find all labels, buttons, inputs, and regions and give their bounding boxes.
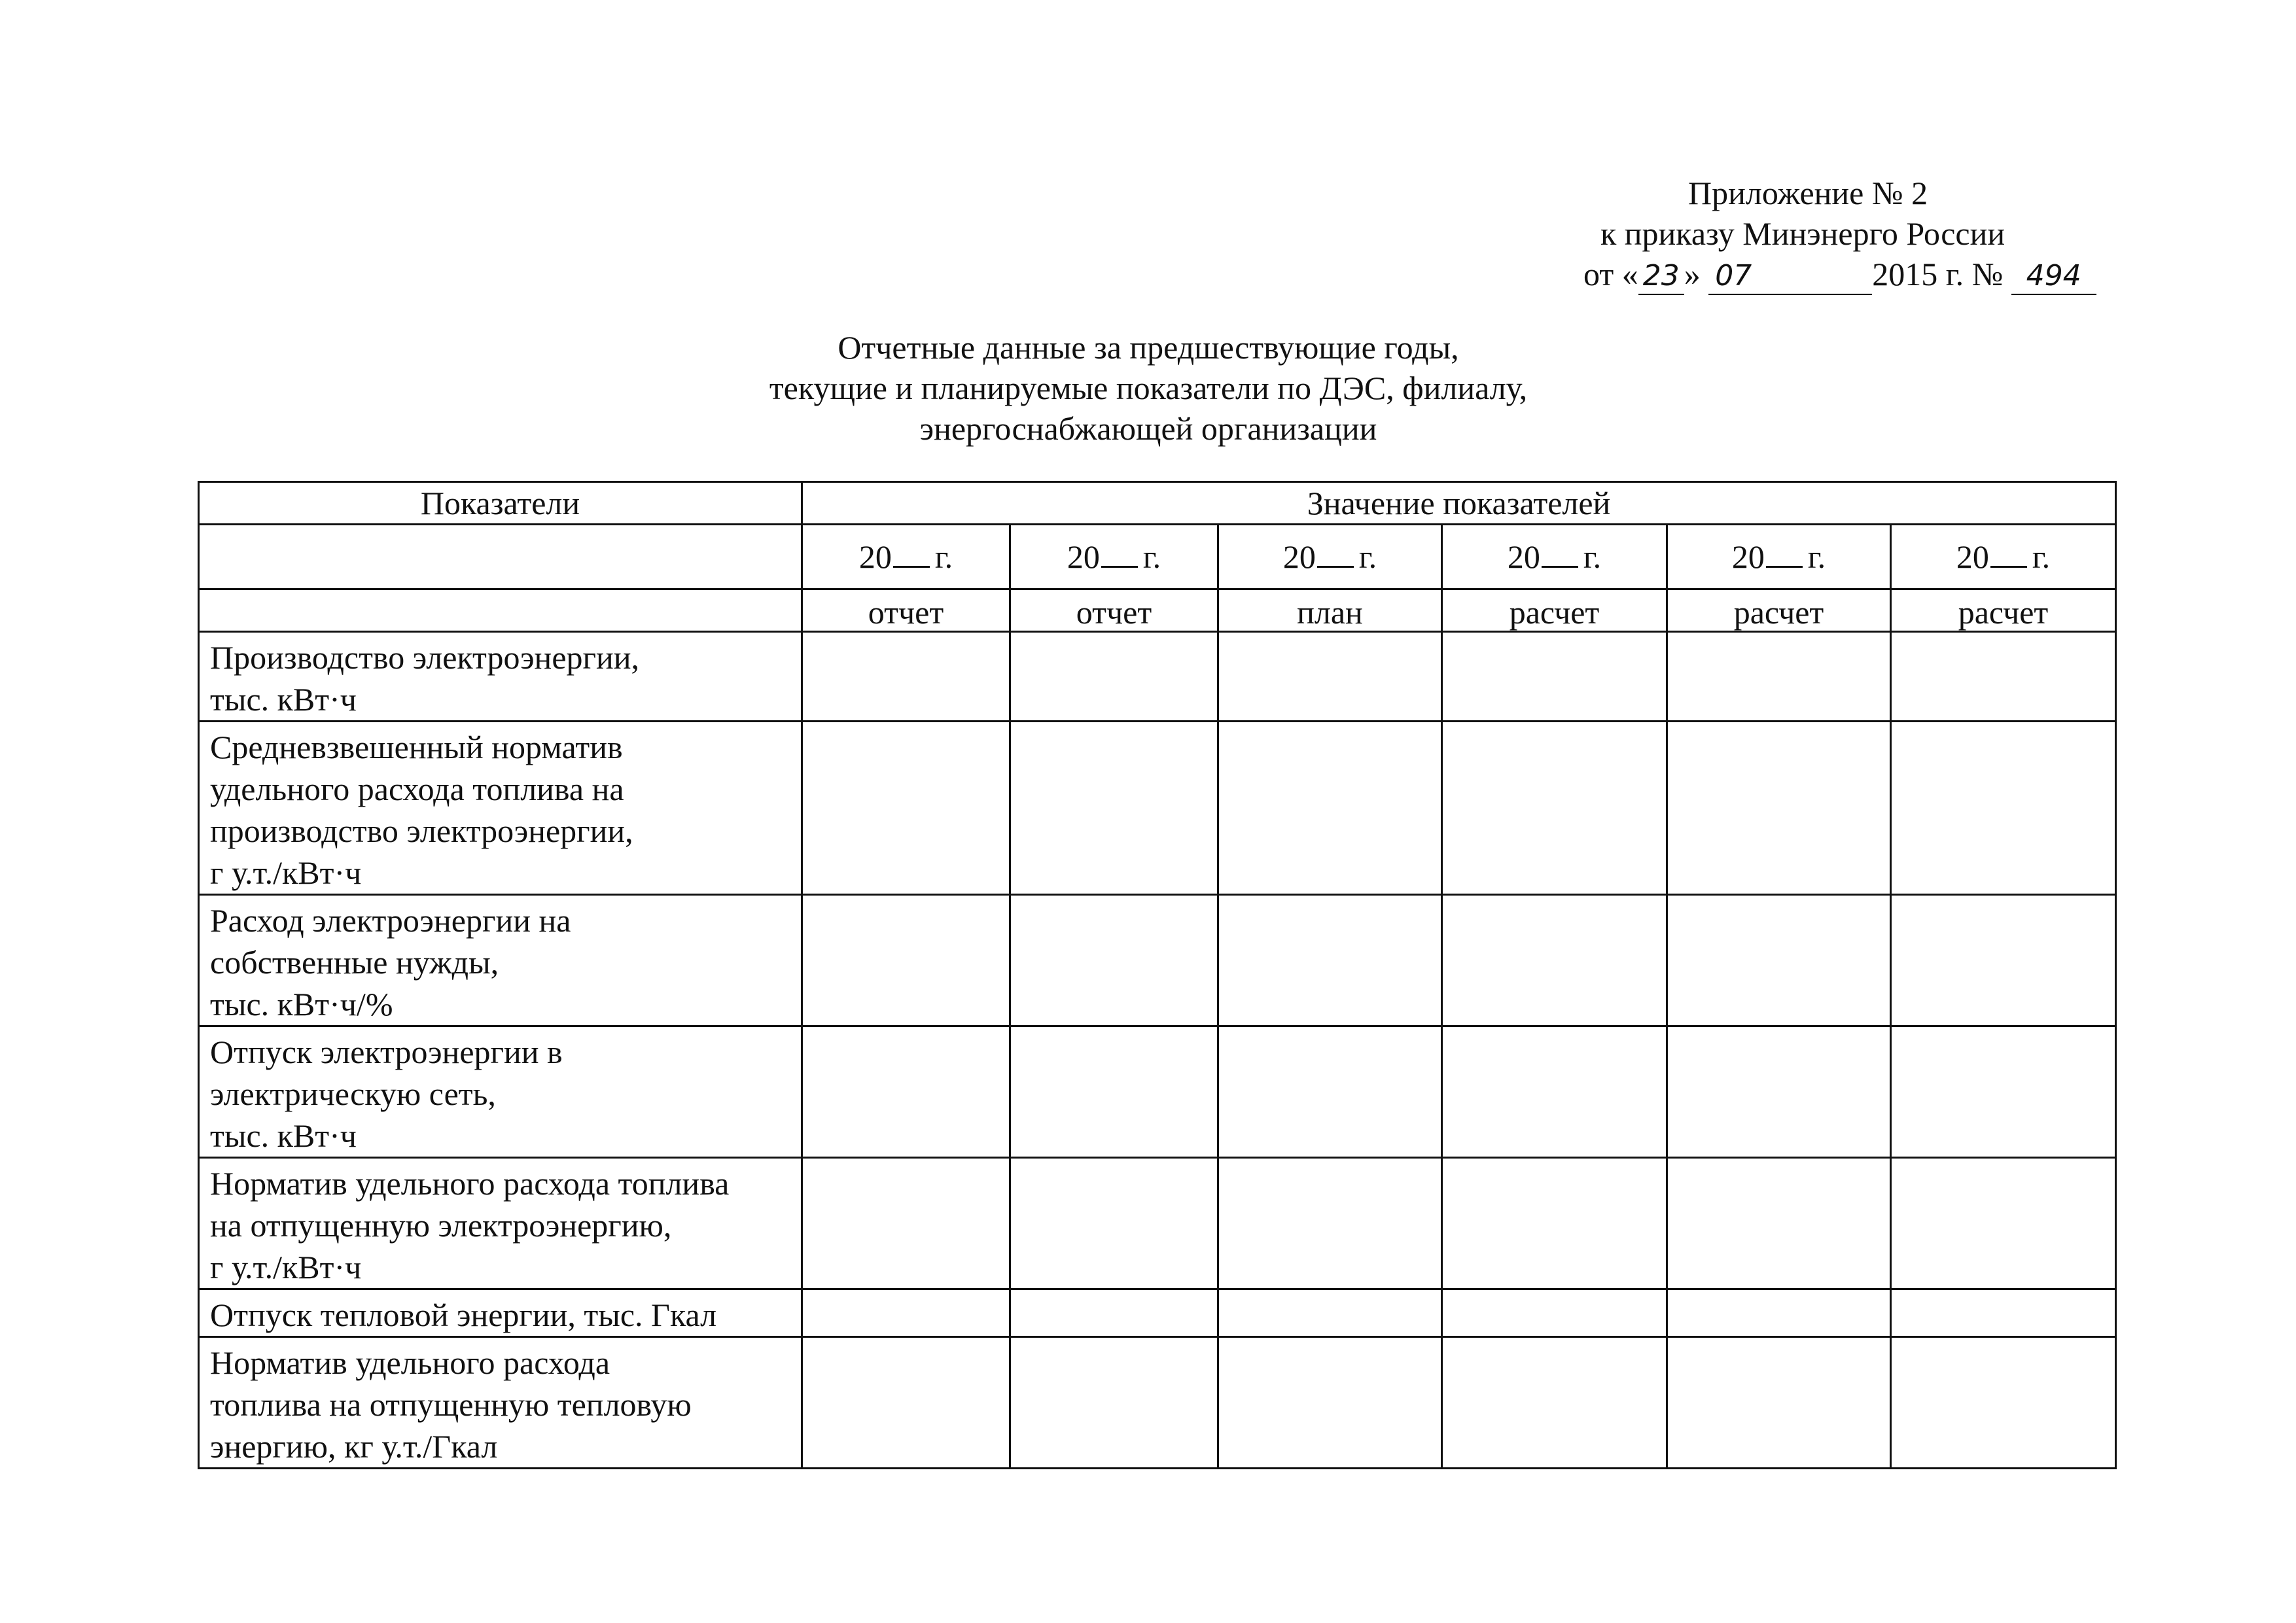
value-cell[interactable] [1010, 1026, 1218, 1158]
date-prefix: от « [1583, 256, 1638, 292]
value-cell[interactable] [802, 632, 1010, 722]
indicator-label [199, 1158, 802, 1289]
value-cell[interactable] [1218, 1337, 1442, 1469]
table-row [199, 632, 2116, 722]
table-row [199, 1289, 2116, 1337]
period-kind-cell: отчет [1010, 589, 1218, 632]
year-cell [1218, 525, 1442, 589]
year-cell [1891, 525, 2116, 589]
indicator-label-line: собственные нужды, [210, 944, 499, 981]
value-cell[interactable] [1667, 1337, 1891, 1469]
appendix-order-ref: к приказу Минэнерго России [1600, 215, 2005, 252]
value-cell[interactable] [802, 1158, 1010, 1289]
value-cell[interactable] [1010, 722, 1218, 895]
value-cell[interactable] [1667, 632, 1891, 722]
period-kind-cell: отчет [802, 589, 1010, 632]
year-prefix: 20 [1067, 538, 1100, 575]
value-cell[interactable] [1218, 1289, 1442, 1337]
value-cell[interactable] [1010, 1158, 1218, 1289]
value-cell[interactable] [1667, 1158, 1891, 1289]
table-row [199, 722, 2116, 895]
indicator-label-line: Норматив удельного расхода топлива [210, 1165, 730, 1202]
period-kind-cell: план [1218, 589, 1442, 632]
value-cell[interactable] [1218, 895, 1442, 1026]
year-prefix: 20 [1282, 538, 1316, 575]
year-blank-underline [1542, 540, 1578, 568]
value-cell[interactable] [1218, 1158, 1442, 1289]
kind-row-empty-cell [199, 589, 802, 632]
period-kind-cell: расчет [1891, 589, 2116, 632]
indicator-label-line: г у.т./кВт·ч [210, 1249, 362, 1285]
indicator-label [199, 632, 802, 722]
value-cell[interactable] [1442, 1289, 1667, 1337]
year-label [1956, 538, 2050, 576]
indicator-label-line: на отпущенную электроэнергию, [210, 1207, 672, 1244]
value-cell[interactable] [1218, 632, 1442, 722]
indicator-label-line: г у.т./кВт·ч [210, 854, 362, 891]
table-kind-row [199, 589, 2116, 632]
indicator-label-line: топлива на отпущенную тепловую [210, 1386, 692, 1423]
title-line-3: энергоснабжающей организации [919, 410, 1377, 447]
period-kind-cell: расчет [1667, 589, 1891, 632]
handwritten-day: 23 [1638, 258, 1684, 295]
value-cell[interactable] [1891, 1026, 2116, 1158]
year-blank-underline [1990, 540, 2027, 568]
value-cell[interactable] [1442, 632, 1667, 722]
header-values: Значение показателей [802, 482, 2116, 525]
year-suffix: г. [1807, 538, 1826, 575]
indicator-label [199, 895, 802, 1026]
value-cell[interactable] [802, 722, 1010, 895]
indicator-label [199, 1289, 802, 1337]
value-cell[interactable] [1891, 1289, 2116, 1337]
indicator-label-line: электрическую сеть, [210, 1075, 496, 1112]
value-cell[interactable] [1891, 722, 2116, 895]
value-cell[interactable] [1667, 1289, 1891, 1337]
indicator-label-line: энергию, кг у.т./Гкал [210, 1428, 498, 1465]
value-cell[interactable] [1010, 632, 1218, 722]
value-cell[interactable] [1442, 722, 1667, 895]
appendix-date-line [1583, 253, 2096, 296]
table-header-row [199, 482, 2116, 525]
value-cell[interactable] [802, 895, 1010, 1026]
table-row [199, 1158, 2116, 1289]
date-year: 2015 г. № [1872, 256, 2004, 292]
indicator-label [199, 1337, 802, 1469]
year-label [1283, 538, 1377, 576]
indicator-label-line: Расход электроэнергии на [210, 902, 571, 939]
table-row [199, 895, 2116, 1026]
date-quote-close: » [1684, 256, 1701, 292]
year-prefix: 20 [1731, 538, 1765, 575]
indicator-label-line: Средневзвешенный норматив [210, 729, 623, 765]
indicators-table [198, 481, 2117, 1469]
title-line-2: текущие и планируемые показатели по ДЭС, филиалу, [769, 370, 1528, 406]
indicator-label-line: тыс. кВт·ч/% [210, 986, 393, 1022]
year-blank-underline [893, 540, 930, 568]
year-cell [1442, 525, 1667, 589]
indicator-label-line: Отпуск электроэнергии в [210, 1034, 563, 1070]
year-cell [1010, 525, 1218, 589]
table-row [199, 1026, 2116, 1158]
value-cell[interactable] [1010, 1337, 1218, 1469]
value-cell[interactable] [802, 1026, 1010, 1158]
value-cell[interactable] [1010, 1289, 1218, 1337]
indicator-label [199, 722, 802, 895]
year-row-empty-cell [199, 525, 802, 589]
indicator-label [199, 1026, 802, 1158]
value-cell[interactable] [1442, 1337, 1667, 1469]
header-indicators: Показатели [199, 482, 802, 525]
year-blank-underline [1317, 540, 1354, 568]
value-cell[interactable] [1891, 632, 2116, 722]
year-label [859, 538, 953, 576]
period-kind-cell: расчет [1442, 589, 1667, 632]
year-label [1508, 538, 1601, 576]
year-suffix: г. [934, 538, 953, 575]
value-cell[interactable] [1891, 895, 2116, 1026]
value-cell[interactable] [802, 1289, 1010, 1337]
handwritten-order-number: 494 [2011, 258, 2096, 295]
value-cell[interactable] [1891, 1337, 2116, 1469]
value-cell[interactable] [1442, 1026, 1667, 1158]
table-year-row [199, 525, 2116, 589]
year-prefix: 20 [858, 538, 892, 575]
value-cell[interactable] [1667, 722, 1891, 895]
year-prefix: 20 [1956, 538, 1989, 575]
value-cell[interactable] [1218, 722, 1442, 895]
year-cell [1667, 525, 1891, 589]
value-cell[interactable] [1442, 1158, 1667, 1289]
indicator-label-line: тыс. кВт·ч [210, 681, 357, 718]
year-suffix: г. [1358, 538, 1377, 575]
value-cell[interactable] [1010, 895, 1218, 1026]
value-cell[interactable] [802, 1337, 1010, 1469]
indicator-label-line: удельного расхода топлива на [210, 771, 624, 807]
year-label [1732, 538, 1826, 576]
handwritten-month: 07 [1708, 258, 1872, 295]
year-suffix: г. [1583, 538, 1602, 575]
value-cell[interactable] [1667, 895, 1891, 1026]
indicator-label-line: Отпуск тепловой энергии, тыс. Гкал [210, 1297, 717, 1333]
value-cell[interactable] [1218, 1026, 1442, 1158]
year-blank-underline [1101, 540, 1138, 568]
value-cell[interactable] [1891, 1158, 2116, 1289]
value-cell[interactable] [1667, 1026, 1891, 1158]
indicator-label-line: Производство электроэнергии, [210, 639, 640, 676]
year-suffix: г. [1142, 538, 1161, 575]
indicator-label-line: производство электроэнергии, [210, 812, 633, 849]
year-blank-underline [1766, 540, 1803, 568]
appendix-title: Приложение № 2 [1688, 175, 1928, 211]
year-label [1067, 538, 1161, 576]
year-suffix: г. [2032, 538, 2051, 575]
indicator-label-line: Норматив удельного расхода [210, 1344, 610, 1381]
value-cell[interactable] [1442, 895, 1667, 1026]
year-cell [802, 525, 1010, 589]
year-prefix: 20 [1507, 538, 1540, 575]
table-row [199, 1337, 2116, 1469]
title-line-1: Отчетные данные за предшествующие годы, [838, 329, 1459, 366]
indicator-label-line: тыс. кВт·ч [210, 1117, 357, 1154]
document-title [589, 327, 1708, 449]
